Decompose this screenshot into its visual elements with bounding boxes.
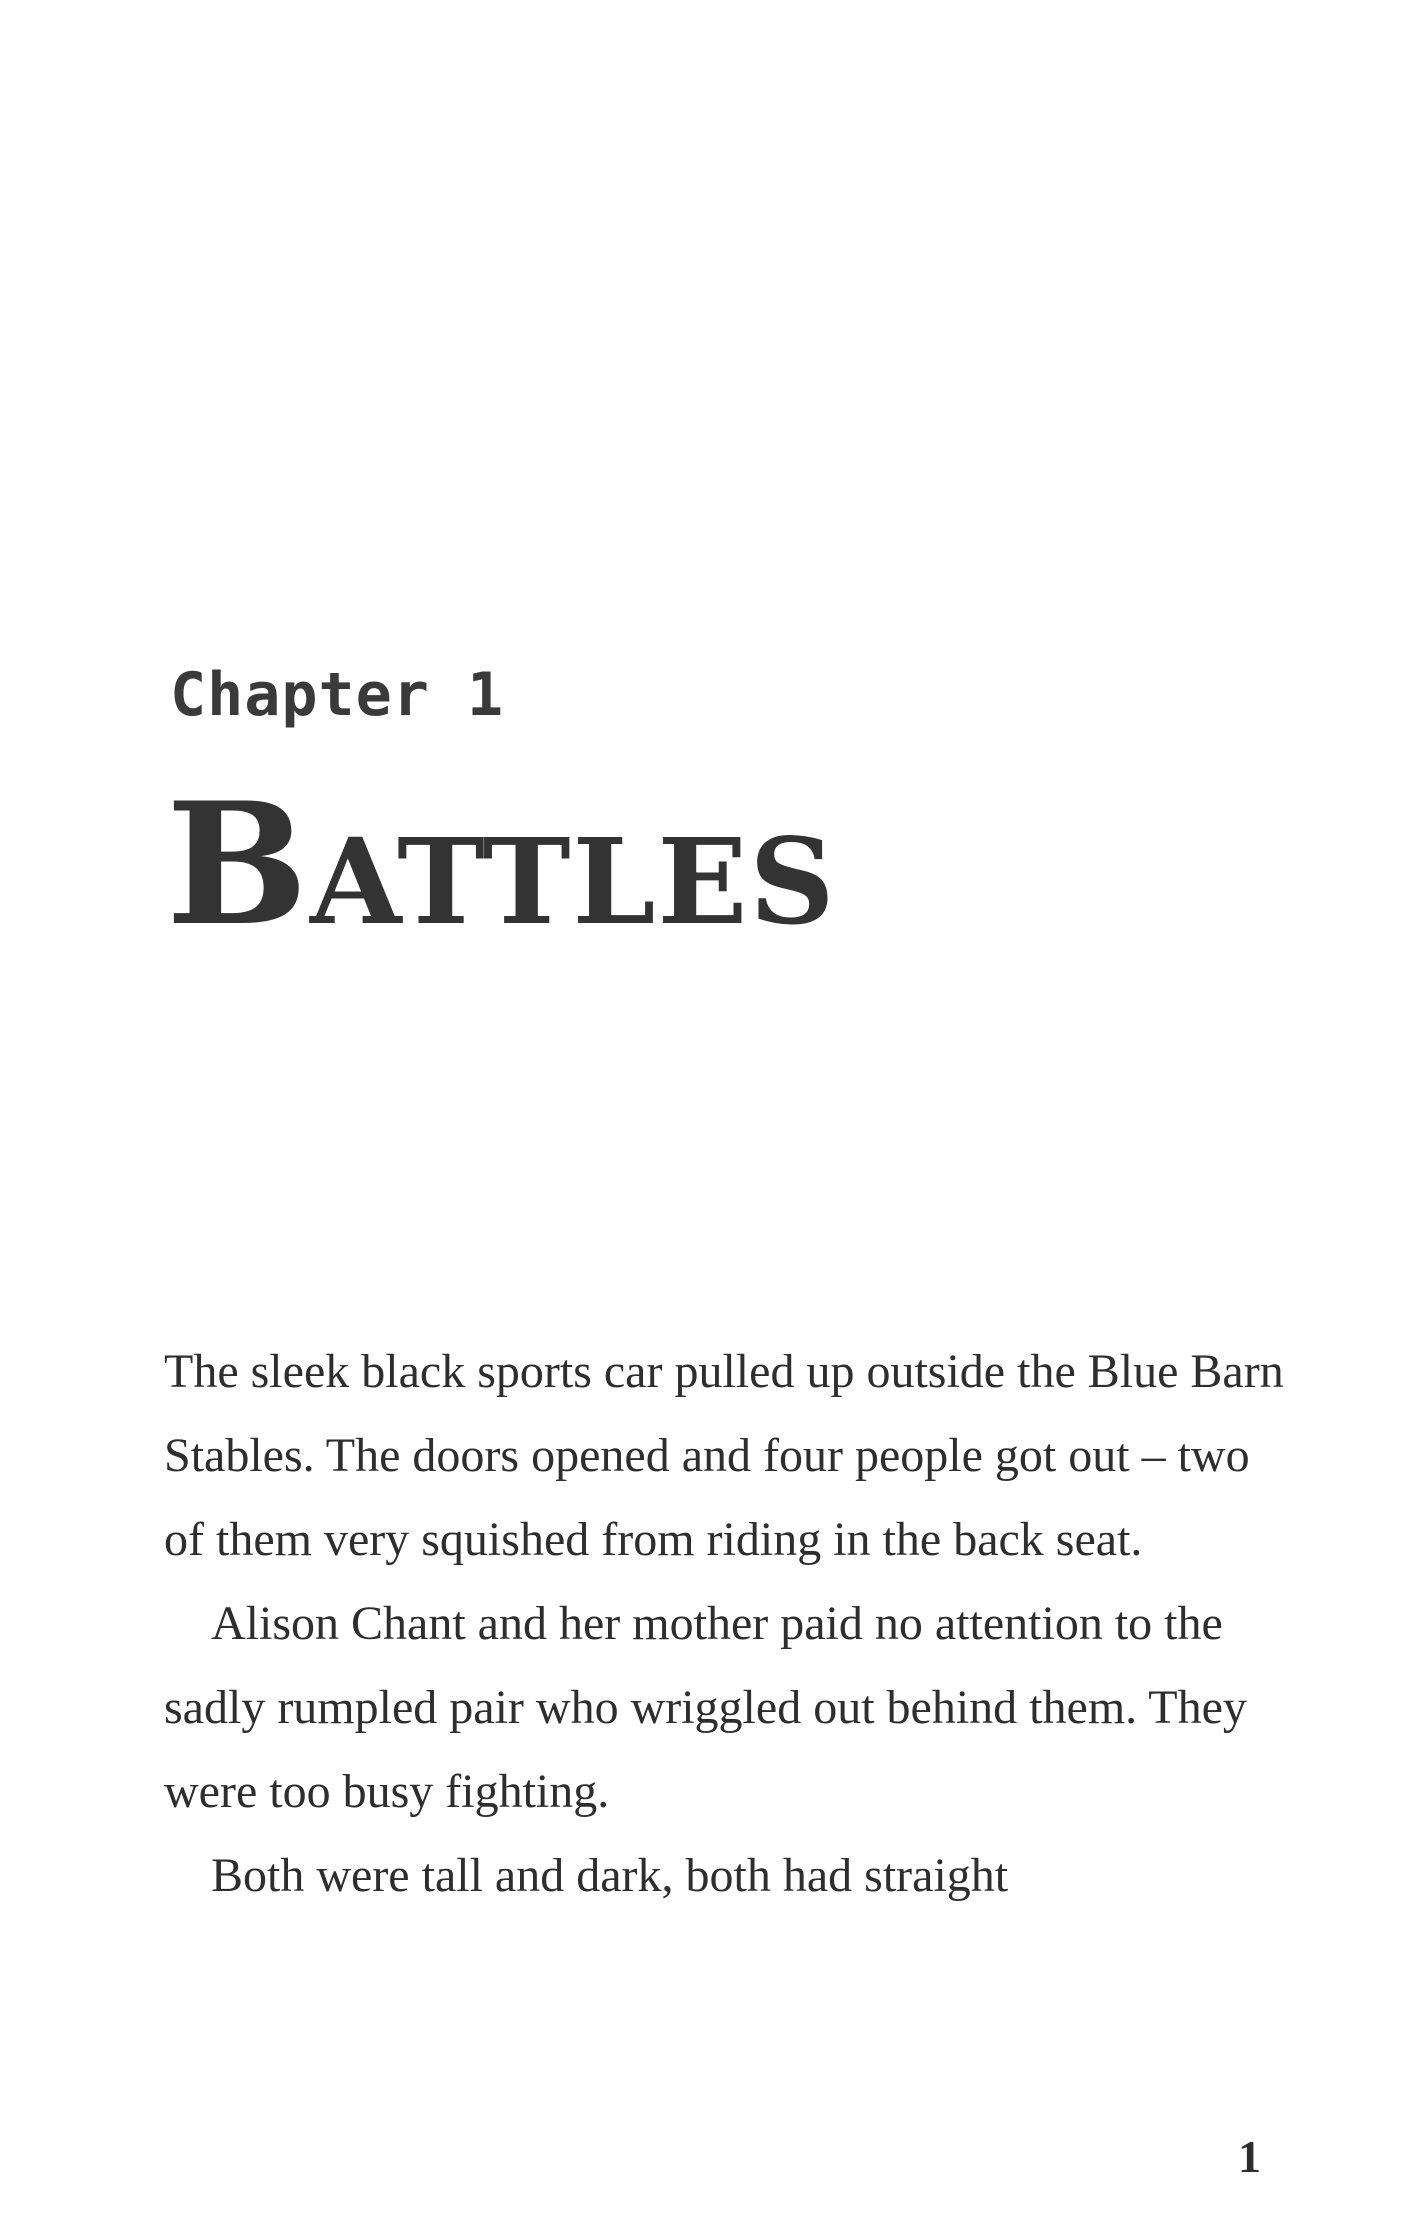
chapter-title: Battles — [166, 765, 837, 963]
paragraph: The sleek black sports car pulled up outside the Blue Barn Stables. The doors opened and four people got out – two of them very squished from riding in the back seat. — [164, 1345, 1284, 1566]
paragraph: Both were tall and dark, both had straight — [211, 1849, 1009, 1902]
chapter-body — [164, 1330, 1284, 1918]
paragraph: Alison Chant and her mother paid no attention to the sadly rumpled pair who wriggled out behind them. They were too busy fighting. — [164, 1597, 1247, 1818]
chapter-label: Chapter 1 — [170, 660, 505, 730]
page-number: 1 — [1238, 2131, 1261, 2182]
